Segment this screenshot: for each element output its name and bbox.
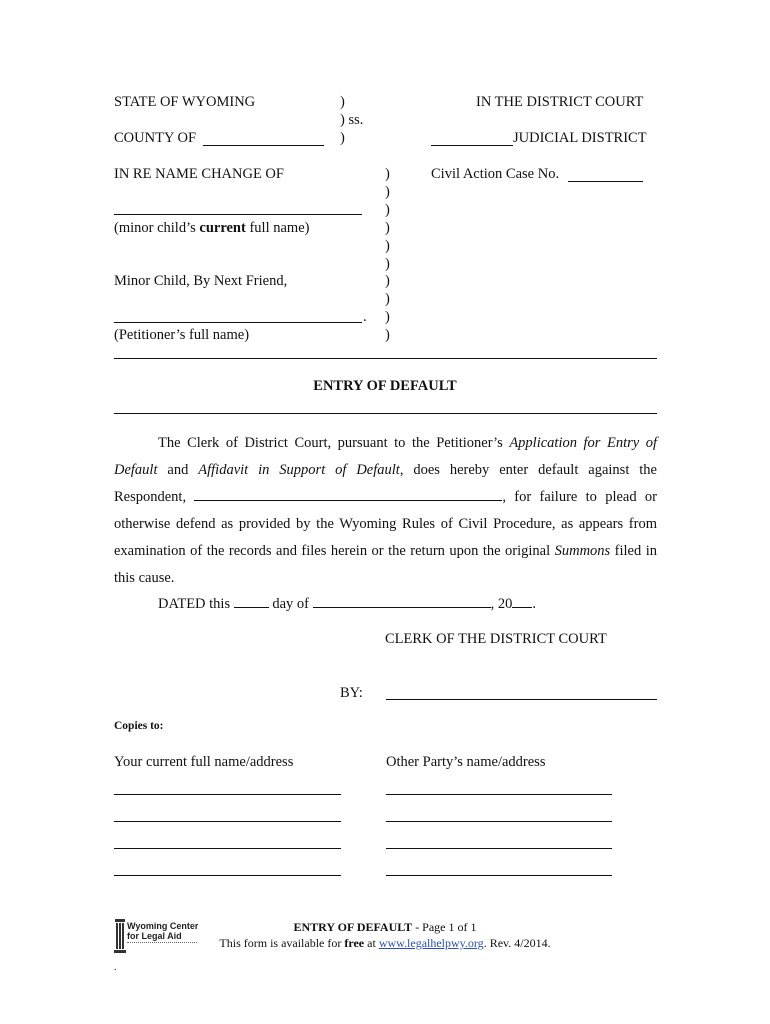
case-no-blank[interactable] — [568, 181, 643, 182]
footer-title: ENTRY OF DEFAULT - Page 1 of 1 — [293, 920, 477, 934]
caption-paren: ) — [340, 130, 345, 146]
logo-line-2: for Legal Aid — [127, 931, 182, 941]
signature-line[interactable] — [386, 699, 657, 700]
copies-left-label: Your current full name/address — [114, 754, 294, 770]
district-blank[interactable] — [431, 145, 513, 146]
day-blank[interactable] — [234, 595, 269, 608]
footer-dot: . — [114, 962, 117, 973]
your-address-line[interactable] — [114, 794, 341, 795]
caption-paren: ) — [385, 327, 390, 343]
caption-paren: ) — [385, 309, 390, 325]
court-label: IN THE DISTRICT COURT — [476, 94, 644, 110]
copies-right-label: Other Party’s name/address — [386, 754, 546, 770]
caption-paren: ) — [385, 220, 390, 236]
body-paragraph: The Clerk of District Court, pursuant to the Petitioner’s Application for Entry of Default and Affidavit in Support of Default, does hereby enter default against the Respondent, , for failure to plead or otherwise defend as provided by the Wyoming Rules of Civil Procedure, as appears from examination of the records and files herein or the return upon the original Summons filed in this cause. — [114, 435, 658, 586]
district-label: JUDICIAL DISTRICT — [513, 130, 647, 146]
year-blank[interactable] — [512, 595, 532, 608]
minor-child-label: Minor Child, By Next Friend, — [114, 273, 288, 289]
caption-paren: ) — [385, 273, 390, 289]
other-party-address-line[interactable] — [386, 848, 612, 849]
your-address-line[interactable] — [114, 848, 341, 849]
your-address-line[interactable] — [114, 821, 341, 822]
in-re-label: IN RE NAME CHANGE OF — [114, 166, 284, 182]
petitioner-name-blank[interactable] — [114, 322, 362, 323]
dated-line: DATED this day of , 20 . — [158, 596, 536, 612]
county-label: COUNTY OF — [114, 130, 197, 146]
by-label: BY: — [340, 685, 363, 701]
other-party-address-line[interactable] — [386, 794, 612, 795]
title-rule-bottom — [114, 413, 657, 414]
caption-paren: ) — [385, 291, 390, 307]
month-blank[interactable] — [313, 595, 491, 608]
document-title: ENTRY OF DEFAULT — [313, 378, 457, 394]
caption-paren: ) — [385, 202, 390, 218]
caption-ss: ) ss. — [340, 112, 364, 128]
minor-name-blank[interactable] — [114, 214, 362, 215]
your-address-line[interactable] — [114, 875, 341, 876]
footer-availability: This form is available for free at www.legalhelpwy.org. Rev. 4/2014. — [219, 936, 551, 950]
state-label: STATE OF WYOMING — [114, 94, 256, 110]
title-rule-top — [114, 358, 657, 359]
minor-name-label: (minor child’s current full name) — [114, 220, 310, 236]
other-party-address-line[interactable] — [386, 821, 612, 822]
caption-paren: ) — [385, 166, 390, 182]
county-blank[interactable] — [203, 145, 324, 146]
caption-paren: ) — [340, 94, 345, 110]
other-party-address-line[interactable] — [386, 875, 612, 876]
petitioner-label: (Petitioner’s full name) — [114, 327, 250, 343]
caption-paren: ) — [385, 238, 390, 254]
legalhelp-link[interactable]: www.legalhelpwy.org — [378, 936, 484, 950]
caption-paren: ) — [385, 184, 390, 200]
case-no-label: Civil Action Case No. — [431, 166, 560, 182]
petitioner-period: . — [363, 309, 367, 325]
copies-heading: Copies to: — [114, 720, 164, 732]
clerk-label: CLERK OF THE DISTRICT COURT — [385, 631, 607, 647]
logo-line-1: Wyoming Center — [127, 921, 199, 931]
caption-paren: ) — [385, 256, 390, 272]
respondent-blank[interactable] — [194, 488, 502, 501]
